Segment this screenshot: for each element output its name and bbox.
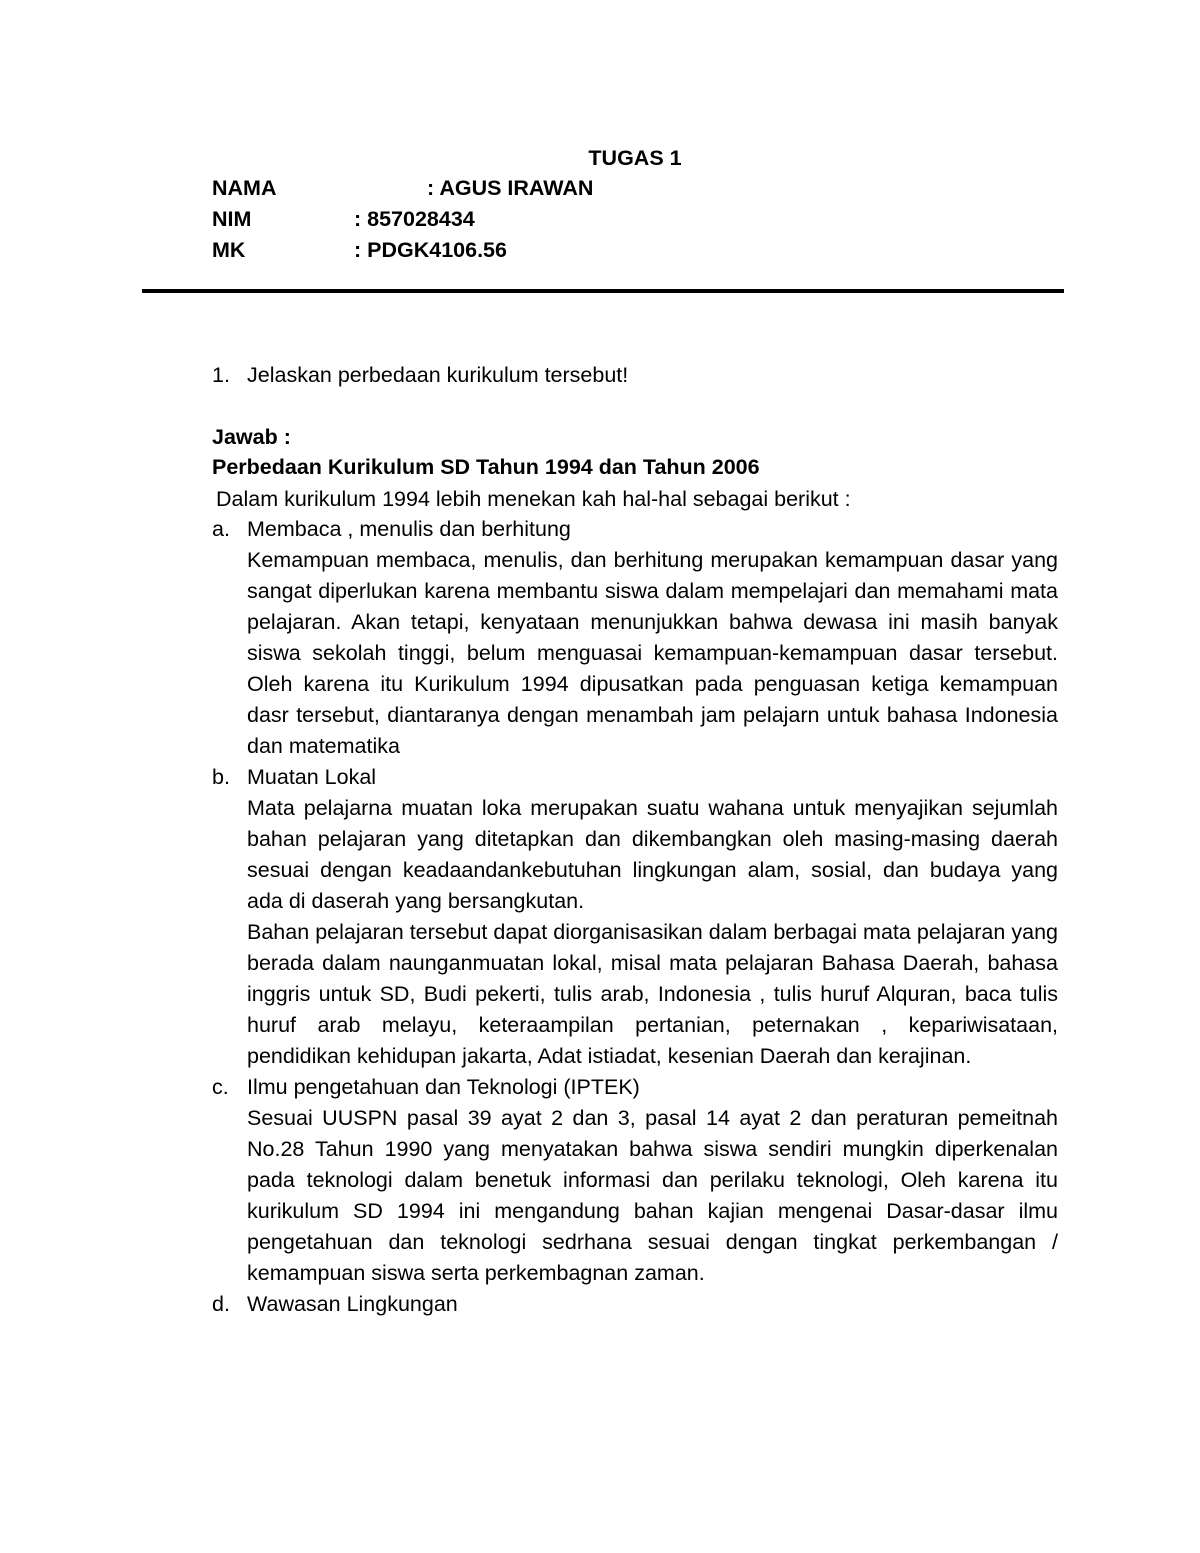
info-value-nim: : 857028434 bbox=[354, 207, 475, 231]
list-item-b bbox=[212, 762, 1058, 1072]
list-item-title: Ilmu pengetahuan dan Teknologi (IPTEK) bbox=[247, 1075, 640, 1099]
list-item-letter: b. bbox=[212, 765, 230, 789]
info-label-nama: NAMA bbox=[212, 176, 277, 200]
list-item-letter: a. bbox=[212, 517, 230, 541]
list-item-a bbox=[212, 514, 1058, 762]
answer-list bbox=[212, 514, 1058, 1320]
info-value-nama: : AGUS IRAWAN bbox=[427, 176, 594, 200]
list-item-letter: d. bbox=[212, 1292, 230, 1316]
info-row-mk bbox=[212, 235, 507, 265]
list-item-paragraph: Mata pelajarna muatan loka merupakan suatu wahana untuk menyajikan sejumlah bahan pelajaran yang ditetapkan dan dikembangkan oleh masing-masing daerah sesuai dengan keadaandankebutuhan lingkungan alam, sosial, dan budaya yang ada di daserah yang bersangkutan. bbox=[247, 796, 1058, 913]
horizontal-rule bbox=[142, 289, 1064, 293]
document-title: TUGAS 1 bbox=[588, 146, 682, 170]
list-item-heading bbox=[212, 762, 1058, 793]
answer-label: Jawab : bbox=[212, 425, 291, 449]
question-number: 1. bbox=[212, 363, 230, 387]
info-label-mk: MK bbox=[212, 238, 246, 262]
list-item-heading bbox=[212, 514, 1058, 545]
list-item-letter: c. bbox=[212, 1075, 229, 1099]
list-item-paragraph: Kemampuan membaca, menulis, dan berhitung merupakan kemampuan dasar yang sangat diperlukan karena membantu siswa dalam mempelajari dan memahami mata pelajaran. Akan tetapi, kenyataan menunjukkan bahwa dewasa ini masih banyak siswa sekolah tinggi, belum menguasai kemampuan-kemampuan dasar tersebut. Oleh karena itu Kurikulum 1994 dipusatkan pada penguasan ketiga kemampuan dasr tersebut, diantaranya dengan menambah jam pelajarn untuk bahasa Indonesia dan matematika bbox=[247, 548, 1058, 758]
list-item-paragraph: Sesuai UUSPN pasal 39 ayat 2 dan 3, pasal 14 ayat 2 dan peraturan pemeitnah No.28 Tahun 1990 yang menyatakan bahwa siswa sendiri mungkin diperkenalan pada teknologi dalam benetuk informasi dan perilaku teknologi, Oleh karena itu kurikulum SD 1994 ini mengandung bahan kajian mengenai Dasar-dasar ilmu pengetahuan dan teknologi sedrhana sesuai dengan tingkat perkembangan / kemampuan siswa serta perkembagnan zaman. bbox=[247, 1106, 1058, 1285]
answer-heading: Perbedaan Kurikulum SD Tahun 1994 dan Tahun 2006 bbox=[212, 455, 760, 479]
info-value-mk: : PDGK4106.56 bbox=[354, 238, 507, 262]
info-row-nama bbox=[212, 173, 594, 203]
answer-intro: Dalam kurikulum 1994 lebih menekan kah hal-hal sebagai berikut : bbox=[216, 487, 851, 511]
list-item-title: Muatan Lokal bbox=[247, 765, 377, 789]
question-1 bbox=[212, 360, 628, 390]
info-label-nim: NIM bbox=[212, 207, 252, 231]
list-item-heading bbox=[212, 1072, 1058, 1103]
list-item-heading bbox=[212, 1289, 1058, 1320]
list-item-d bbox=[212, 1289, 1058, 1320]
list-item-title: Wawasan Lingkungan bbox=[247, 1292, 458, 1316]
info-row-nim bbox=[212, 204, 475, 234]
list-item-paragraph: Bahan pelajaran tersebut dapat diorganisasikan dalam berbagai mata pelajaran yang berada dalam naunganmuatan lokal, misal mata pelajaran Bahasa Daerah, bahasa inggris untuk SD, Budi pekerti, tulis arab, Indonesia , tulis huruf Alquran, baca tulis huruf arab melayu, keteraampilan pertanian, peternakan , kepariwisataan, pendidikan kehidupan jakarta, Adat istiadat, kesenian Daerah dan kerajinan. bbox=[247, 920, 1058, 1068]
list-item-title: Membaca , menulis dan berhitung bbox=[247, 517, 571, 541]
question-text: Jelaskan perbedaan kurikulum tersebut! bbox=[247, 363, 629, 387]
list-item-c bbox=[212, 1072, 1058, 1289]
